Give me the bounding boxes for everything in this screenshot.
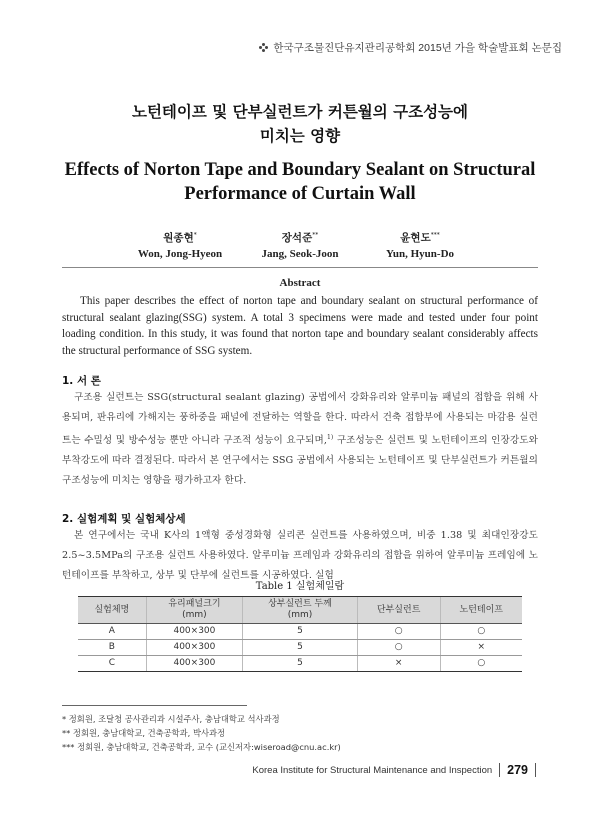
table-cell: 5 bbox=[243, 624, 358, 640]
table-cell: ○ bbox=[357, 640, 440, 656]
author-name-en: Jang, Seok-Joon bbox=[261, 248, 339, 260]
author-name-ko: 윤현도 bbox=[400, 232, 431, 244]
author-name-ko: 장석준 bbox=[281, 232, 313, 244]
table-caption: Table 1 실험체일람 bbox=[255, 581, 345, 592]
english-title-line1: Effects of Norton Tape and Boundary Sealant on Structural bbox=[64, 160, 536, 180]
journal-logo-icon bbox=[259, 43, 268, 52]
english-title-line2: Performance of Curtain Wall bbox=[184, 184, 416, 204]
table-header-row bbox=[78, 597, 522, 624]
footer-institute: Korea Institute for Structural Maintenance and Inspection bbox=[252, 764, 493, 776]
table-row bbox=[78, 656, 522, 672]
table-cell: C bbox=[78, 656, 146, 672]
table-cell: 400×300 bbox=[146, 624, 242, 640]
section-2-paragraph: 본 연구에서는 국내 K사의 1액형 중성경화형 실리콘 실런트를 사용하였으며, 비중 1.38 및 최대인장강도 2.5~3.5MPa의 구조용 실런트 사용하였다. 알루미늄 프레임과 강화유리의 접합을 위하여 알루미늄 프레임에 노턴테이프를 부착하고, 상부 및 단부에 실런트를 시공하였다. 실험 bbox=[62, 530, 538, 581]
section-1-text-a: 구조용 실런트는 SSG(structural sealant glazing) 공법에서 강화유리와 알루미늄 패널의 접합을 위해 사용되며, 판유리에 가해지는 풍하중을 패널에 전달하는 역할을 한다. 따라서 건축 접합부에 사용되는 마감용 실런트는 수밀성 및 방수성능 뿐만 아니라 구조적 성능이 요구되며, bbox=[62, 392, 538, 447]
author-mark: * bbox=[193, 231, 197, 239]
footnote-1: * 정회원, 조달청 공사관리과 시설주사, 충남대학교 석사과정 bbox=[62, 714, 280, 724]
abstract-text: This paper describes the effect of norton tape and boundary sealant on structural performance of structural sealant glazing(SSG) system. A total 3 specimens were made and tested under four point loading condition. In this study, it was found that norton tape and boundary sealant considerably affects the structural performance of SSG system. bbox=[62, 295, 538, 357]
author-list bbox=[120, 230, 480, 260]
table-cell: 5 bbox=[243, 640, 358, 656]
section-2-heading: 2. 실험계획 및 실험체상세 bbox=[62, 513, 186, 525]
korean-title-line2: 미치는 영향 bbox=[259, 127, 341, 145]
table-cell: ○ bbox=[440, 624, 522, 640]
table-cell: ○ bbox=[357, 624, 440, 640]
abstract-divider bbox=[62, 267, 538, 268]
footer-divider bbox=[499, 763, 500, 777]
table-cell: B bbox=[78, 640, 146, 656]
footnote-3: *** 정회원, 충남대학교, 건축공학과, 교수 (교신저자:wiseroad@cnu.ac.kr) bbox=[62, 742, 341, 752]
table-cell: 400×300 bbox=[146, 640, 242, 656]
section-1-heading: 1. 서 론 bbox=[62, 375, 101, 387]
korean-title-line1: 노턴테이프 및 단부실런트가 커튼월의 구조성능에 bbox=[131, 103, 469, 121]
page-footer bbox=[252, 763, 536, 777]
header-specimen: 실험체명 bbox=[78, 597, 146, 624]
author-mark: *** bbox=[430, 231, 440, 239]
page-number: 279 bbox=[507, 763, 528, 777]
table-cell: ○ bbox=[440, 656, 522, 672]
author-name-en: Won, Jong-Hyeon bbox=[137, 248, 223, 260]
journal-name: 한국구조물진단유지관리공학회 2015년 가을 학술발표회 논문집 bbox=[273, 42, 562, 54]
author-1 bbox=[120, 230, 240, 260]
footnote-2: ** 정회원, 충남대학교, 건축공학과, 박사과정 bbox=[62, 728, 226, 738]
author-3 bbox=[360, 230, 480, 260]
citation-mark: 1) bbox=[327, 434, 334, 441]
footer-divider-right bbox=[535, 763, 536, 777]
header-top-sealant: 상부실런트 두께 (mm) bbox=[243, 597, 358, 624]
table-cell: 400×300 bbox=[146, 656, 242, 672]
table-row bbox=[78, 640, 522, 656]
footnote-divider bbox=[62, 705, 247, 706]
author-name-en: Yun, Hyun-Do bbox=[385, 248, 455, 260]
author-mark: ** bbox=[312, 231, 319, 239]
table-row bbox=[78, 624, 522, 640]
section-1-paragraph bbox=[62, 388, 538, 491]
footnotes bbox=[62, 712, 341, 754]
korean-title bbox=[0, 100, 600, 148]
header-boundary-sealant: 단부실런트 bbox=[357, 597, 440, 624]
author-2 bbox=[240, 230, 360, 260]
table-cell: × bbox=[357, 656, 440, 672]
author-name-ko: 원종현 bbox=[163, 232, 194, 244]
table-cell: × bbox=[440, 640, 522, 656]
abstract-heading: Abstract bbox=[279, 277, 321, 289]
table-cell: A bbox=[78, 624, 146, 640]
journal-header bbox=[259, 40, 562, 55]
english-title bbox=[0, 158, 600, 206]
specimen-table bbox=[78, 596, 522, 672]
header-norton-tape: 노턴테이프 bbox=[440, 597, 522, 624]
header-panel-size: 유리패널크기 (mm) bbox=[146, 597, 242, 624]
table-cell: 5 bbox=[243, 656, 358, 672]
section-1-text-b: 구조성능은 실런트 및 노턴테이프의 인장강도와 부착강도에 따라 결정된다. 따라서 본 연구에서는 SSG 공법에서 사용되는 노턴테이프 및 단부실런트가 커튼월의 구조성능에 미치는 영향을 평가하고자 한다. bbox=[62, 435, 538, 487]
